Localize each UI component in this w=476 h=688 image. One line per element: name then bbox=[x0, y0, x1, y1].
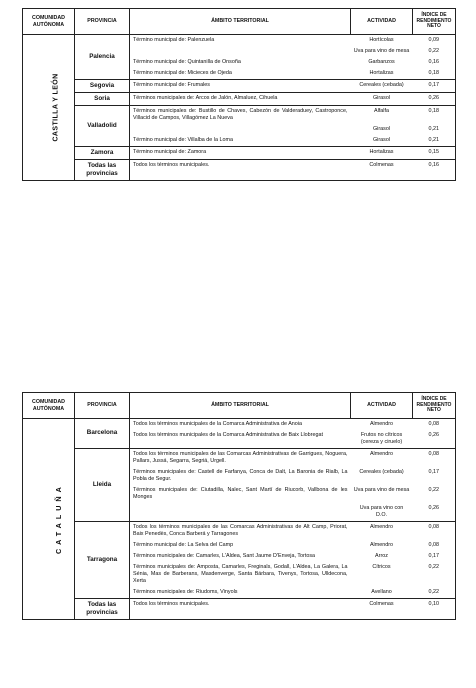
header-comunidad: COMUNIDAD AUTÓNOMA bbox=[23, 9, 75, 35]
ambito-cell bbox=[130, 522, 351, 599]
actividad-text: Arroz bbox=[375, 553, 388, 559]
actividad-text: Colmenas bbox=[369, 162, 394, 169]
ambito-cell bbox=[130, 449, 351, 522]
ambito-cell bbox=[130, 106, 351, 147]
indice-value: 0,18 bbox=[428, 70, 439, 76]
ambito-cell bbox=[130, 419, 351, 449]
indice-value: 0,09 bbox=[428, 37, 439, 43]
actividad-text: Avellano bbox=[371, 589, 392, 595]
province-row bbox=[23, 93, 456, 106]
ambito-text: Todos los términos municipales. bbox=[133, 162, 210, 169]
indice-value: 0,08 bbox=[428, 421, 439, 427]
actividad-text: Colmenas bbox=[369, 601, 394, 607]
indice-cell bbox=[413, 106, 456, 147]
indice-cell bbox=[413, 147, 456, 160]
comunidad-name: CATALUÑA bbox=[53, 483, 63, 555]
ambito-text: Términos municipales de: Riudoms, Vinyols bbox=[133, 589, 238, 595]
indice-value: 0,17 bbox=[428, 82, 439, 88]
indice-cell bbox=[413, 419, 456, 449]
actividad-cell bbox=[351, 449, 413, 522]
actividad-text: Girasol bbox=[372, 126, 391, 133]
actividad-cell bbox=[351, 106, 413, 147]
ambito-text: Todos los términos municipales de las Comarcas Administrativas de Garrigues, Noguera, Pallars, Jussá, Segarra, Segriá, Urgell. bbox=[133, 451, 348, 464]
ambito-text bbox=[130, 503, 351, 521]
province-row bbox=[23, 419, 456, 449]
header-indice: ÍNDICE DE RENDIMIENTO NETO bbox=[413, 9, 456, 35]
header-ambito: ÁMBITO TERRITORIAL bbox=[130, 9, 351, 35]
indice-value: 0,26 bbox=[428, 95, 439, 102]
ambito-cell bbox=[130, 160, 351, 181]
table-body bbox=[23, 419, 456, 620]
header-actividad: ACTIVIDAD bbox=[351, 393, 413, 419]
ambito-text: Término municipal de: Villalba de la Loma bbox=[133, 137, 233, 144]
province-row bbox=[23, 80, 456, 93]
table-body bbox=[23, 35, 456, 181]
province-row bbox=[23, 599, 456, 620]
indice-cell bbox=[413, 80, 456, 93]
indice-value: 0,16 bbox=[428, 162, 439, 169]
ambito-text: Términos municipales de: Ciutadilla, Nalec, Sant Martí de Riucorb, Vallbona de les Monges bbox=[133, 487, 348, 500]
ambito-text: Términos municipales de: Castell de Farfanya, Conca de Dalt, La Baronia de Rialb, La Pobla de Segur. bbox=[133, 469, 348, 482]
indice-value: 0,15 bbox=[428, 149, 439, 156]
ambito-text: Todos los términos municipales de la Comarca Administrativa de Baix Llobregat bbox=[133, 432, 323, 438]
ambito-text: Todos los términos municipales de las Comarcas Administrativas de Alt Camp, Priorat, Baix Penedès, Conca Barberá y Tarragones bbox=[133, 524, 348, 537]
actividad-text: Almendro bbox=[369, 421, 394, 427]
actividad-cell bbox=[351, 522, 413, 599]
indice-value: 0,22 bbox=[428, 487, 439, 493]
ambito-text: Todos los términos municipales. bbox=[133, 601, 210, 607]
indice-value: 0,26 bbox=[428, 505, 439, 511]
indice-value: 0,21 bbox=[428, 126, 439, 133]
provincia-name: Segovia bbox=[75, 80, 130, 93]
header-provincia: PROVINCIA bbox=[75, 9, 130, 35]
ambito-cell bbox=[130, 147, 351, 160]
actividad-text: Hortícolas bbox=[369, 37, 394, 43]
ambito-text: Términos municipales de: Camarles, L'Aldea, Sant Jaume D'Enveja, Tortosa bbox=[133, 553, 316, 559]
indice-cell bbox=[413, 522, 456, 599]
provincia-name: Zamora bbox=[75, 147, 130, 160]
actividad-cell bbox=[351, 419, 413, 449]
ambito-text bbox=[130, 124, 351, 135]
actividad-text: Cítricos bbox=[372, 564, 391, 570]
indice-value: 0,22 bbox=[428, 564, 439, 570]
actividad-text: Almendro bbox=[369, 524, 394, 530]
indice-cell bbox=[413, 93, 456, 106]
actividad-text: Hortalizas bbox=[369, 70, 394, 76]
provincia-name: Palencia bbox=[75, 35, 130, 80]
provincia-name: Todas las provincias bbox=[75, 599, 130, 620]
ambito-text: Todos los términos municipales de la Comarca Administrativa de Anoia bbox=[133, 421, 302, 427]
actividad-text: Cereales (cebada) bbox=[359, 469, 404, 475]
table-cataluna bbox=[22, 392, 456, 620]
actividad-text: Uva para vino de mesa bbox=[353, 48, 410, 54]
actividad-text: Frutos no cítricos (cereza y ciruelo) bbox=[360, 432, 403, 445]
header-comunidad: COMUNIDAD AUTÓNOMA bbox=[23, 393, 75, 419]
header-ambito: ÁMBITO TERRITORIAL bbox=[130, 393, 351, 419]
indice-value: 0,18 bbox=[428, 108, 439, 115]
actividad-cell bbox=[351, 93, 413, 106]
ambito-cell bbox=[130, 80, 351, 93]
indice-value: 0,08 bbox=[428, 524, 439, 530]
actividad-text: Almendro bbox=[369, 542, 394, 548]
province-row bbox=[23, 35, 456, 80]
header-indice: ÍNDICE DE RENDIMIENTO NETO bbox=[413, 393, 456, 419]
actividad-cell bbox=[351, 147, 413, 160]
ambito-text: Términos municipales de: Amposta, Camarles, Freginals, Godall, L'Aldea, La Galera, La Sénia, Mas de Barberans, Masdenverge, Santa Bárbara, Tivenys, Tortosa, Ulldecona, Xerta bbox=[133, 564, 348, 584]
ambito-cell bbox=[130, 35, 351, 80]
indice-value: 0,08 bbox=[428, 542, 439, 548]
indice-cell bbox=[413, 599, 456, 620]
provincia-name: Lleida bbox=[75, 449, 130, 522]
provincia-name: Barcelona bbox=[75, 419, 130, 449]
actividad-text: Cereales (cebada) bbox=[359, 82, 404, 88]
actividad-cell bbox=[351, 160, 413, 181]
header-provincia: PROVINCIA bbox=[75, 393, 130, 419]
actividad-text: Garbanzos bbox=[368, 59, 395, 65]
actividad-cell bbox=[351, 80, 413, 93]
actividad-cell bbox=[351, 599, 413, 620]
province-row bbox=[23, 522, 456, 599]
indice-value: 0,21 bbox=[428, 137, 439, 144]
ambito-text: Término municipal de: Palenzuela bbox=[133, 37, 215, 43]
table-castilla-leon bbox=[22, 8, 456, 181]
indice-value: 0,17 bbox=[428, 553, 439, 559]
province-row bbox=[23, 106, 456, 147]
actividad-cell bbox=[351, 35, 413, 80]
ambito-text: Términos municipales de: Bustillo de Chaves, Cabezón de Valderaduey, Castroponce, Villacid de Campos, Villagómez La Nueva bbox=[133, 108, 348, 121]
ambito-text: Término municipal de: Micieces de Ojeda bbox=[133, 70, 232, 76]
province-row bbox=[23, 160, 456, 181]
provincia-name: Soria bbox=[75, 93, 130, 106]
indice-value: 0,08 bbox=[428, 451, 439, 457]
ambito-text: Término municipal de: Zamora bbox=[133, 149, 207, 156]
provincia-name: Tarragona bbox=[75, 522, 130, 599]
comunidad-name: CASTILLA Y LEÓN bbox=[52, 73, 60, 142]
indice-value: 0,16 bbox=[428, 59, 439, 65]
actividad-text: Uva para vino de mesa bbox=[353, 487, 410, 493]
actividad-text: Alfalfa bbox=[374, 108, 389, 115]
actividad-text: Girasol bbox=[372, 95, 391, 102]
indice-value: 0,17 bbox=[428, 469, 439, 475]
comunidad-cell bbox=[23, 35, 75, 181]
actividad-text: Uva para vino con D.O. bbox=[359, 505, 404, 518]
ambito-cell bbox=[130, 599, 351, 620]
province-row bbox=[23, 449, 456, 522]
indice-value: 0,22 bbox=[428, 589, 439, 595]
actividad-text: Girasol bbox=[372, 137, 391, 144]
ambito-text: Término municipal de: Frumales bbox=[133, 82, 210, 88]
provincia-name: Todas las provincias bbox=[75, 160, 130, 181]
indice-cell bbox=[413, 35, 456, 80]
header-actividad: ACTIVIDAD bbox=[351, 9, 413, 35]
indice-cell bbox=[413, 160, 456, 181]
actividad-text: Almendro bbox=[369, 451, 394, 457]
ambito-text: Término municipal de: Quintanilla de Onsoña bbox=[133, 59, 241, 65]
indice-cell bbox=[413, 449, 456, 522]
ambito-text: Término municipal de: La Selva del Camp bbox=[133, 542, 234, 548]
indice-value: 0,26 bbox=[428, 432, 439, 438]
indice-value: 0,22 bbox=[428, 48, 439, 54]
provincia-name: Valladolid bbox=[75, 106, 130, 147]
province-row bbox=[23, 147, 456, 160]
ambito-text: Términos municipales de: Arcos de Jalón, Almaluez, Cihuela bbox=[133, 95, 278, 102]
actividad-text: Hortalizas bbox=[369, 149, 394, 156]
comunidad-cell bbox=[23, 419, 75, 620]
ambito-cell bbox=[130, 93, 351, 106]
indice-value: 0,10 bbox=[428, 601, 439, 607]
ambito-text bbox=[130, 46, 351, 57]
